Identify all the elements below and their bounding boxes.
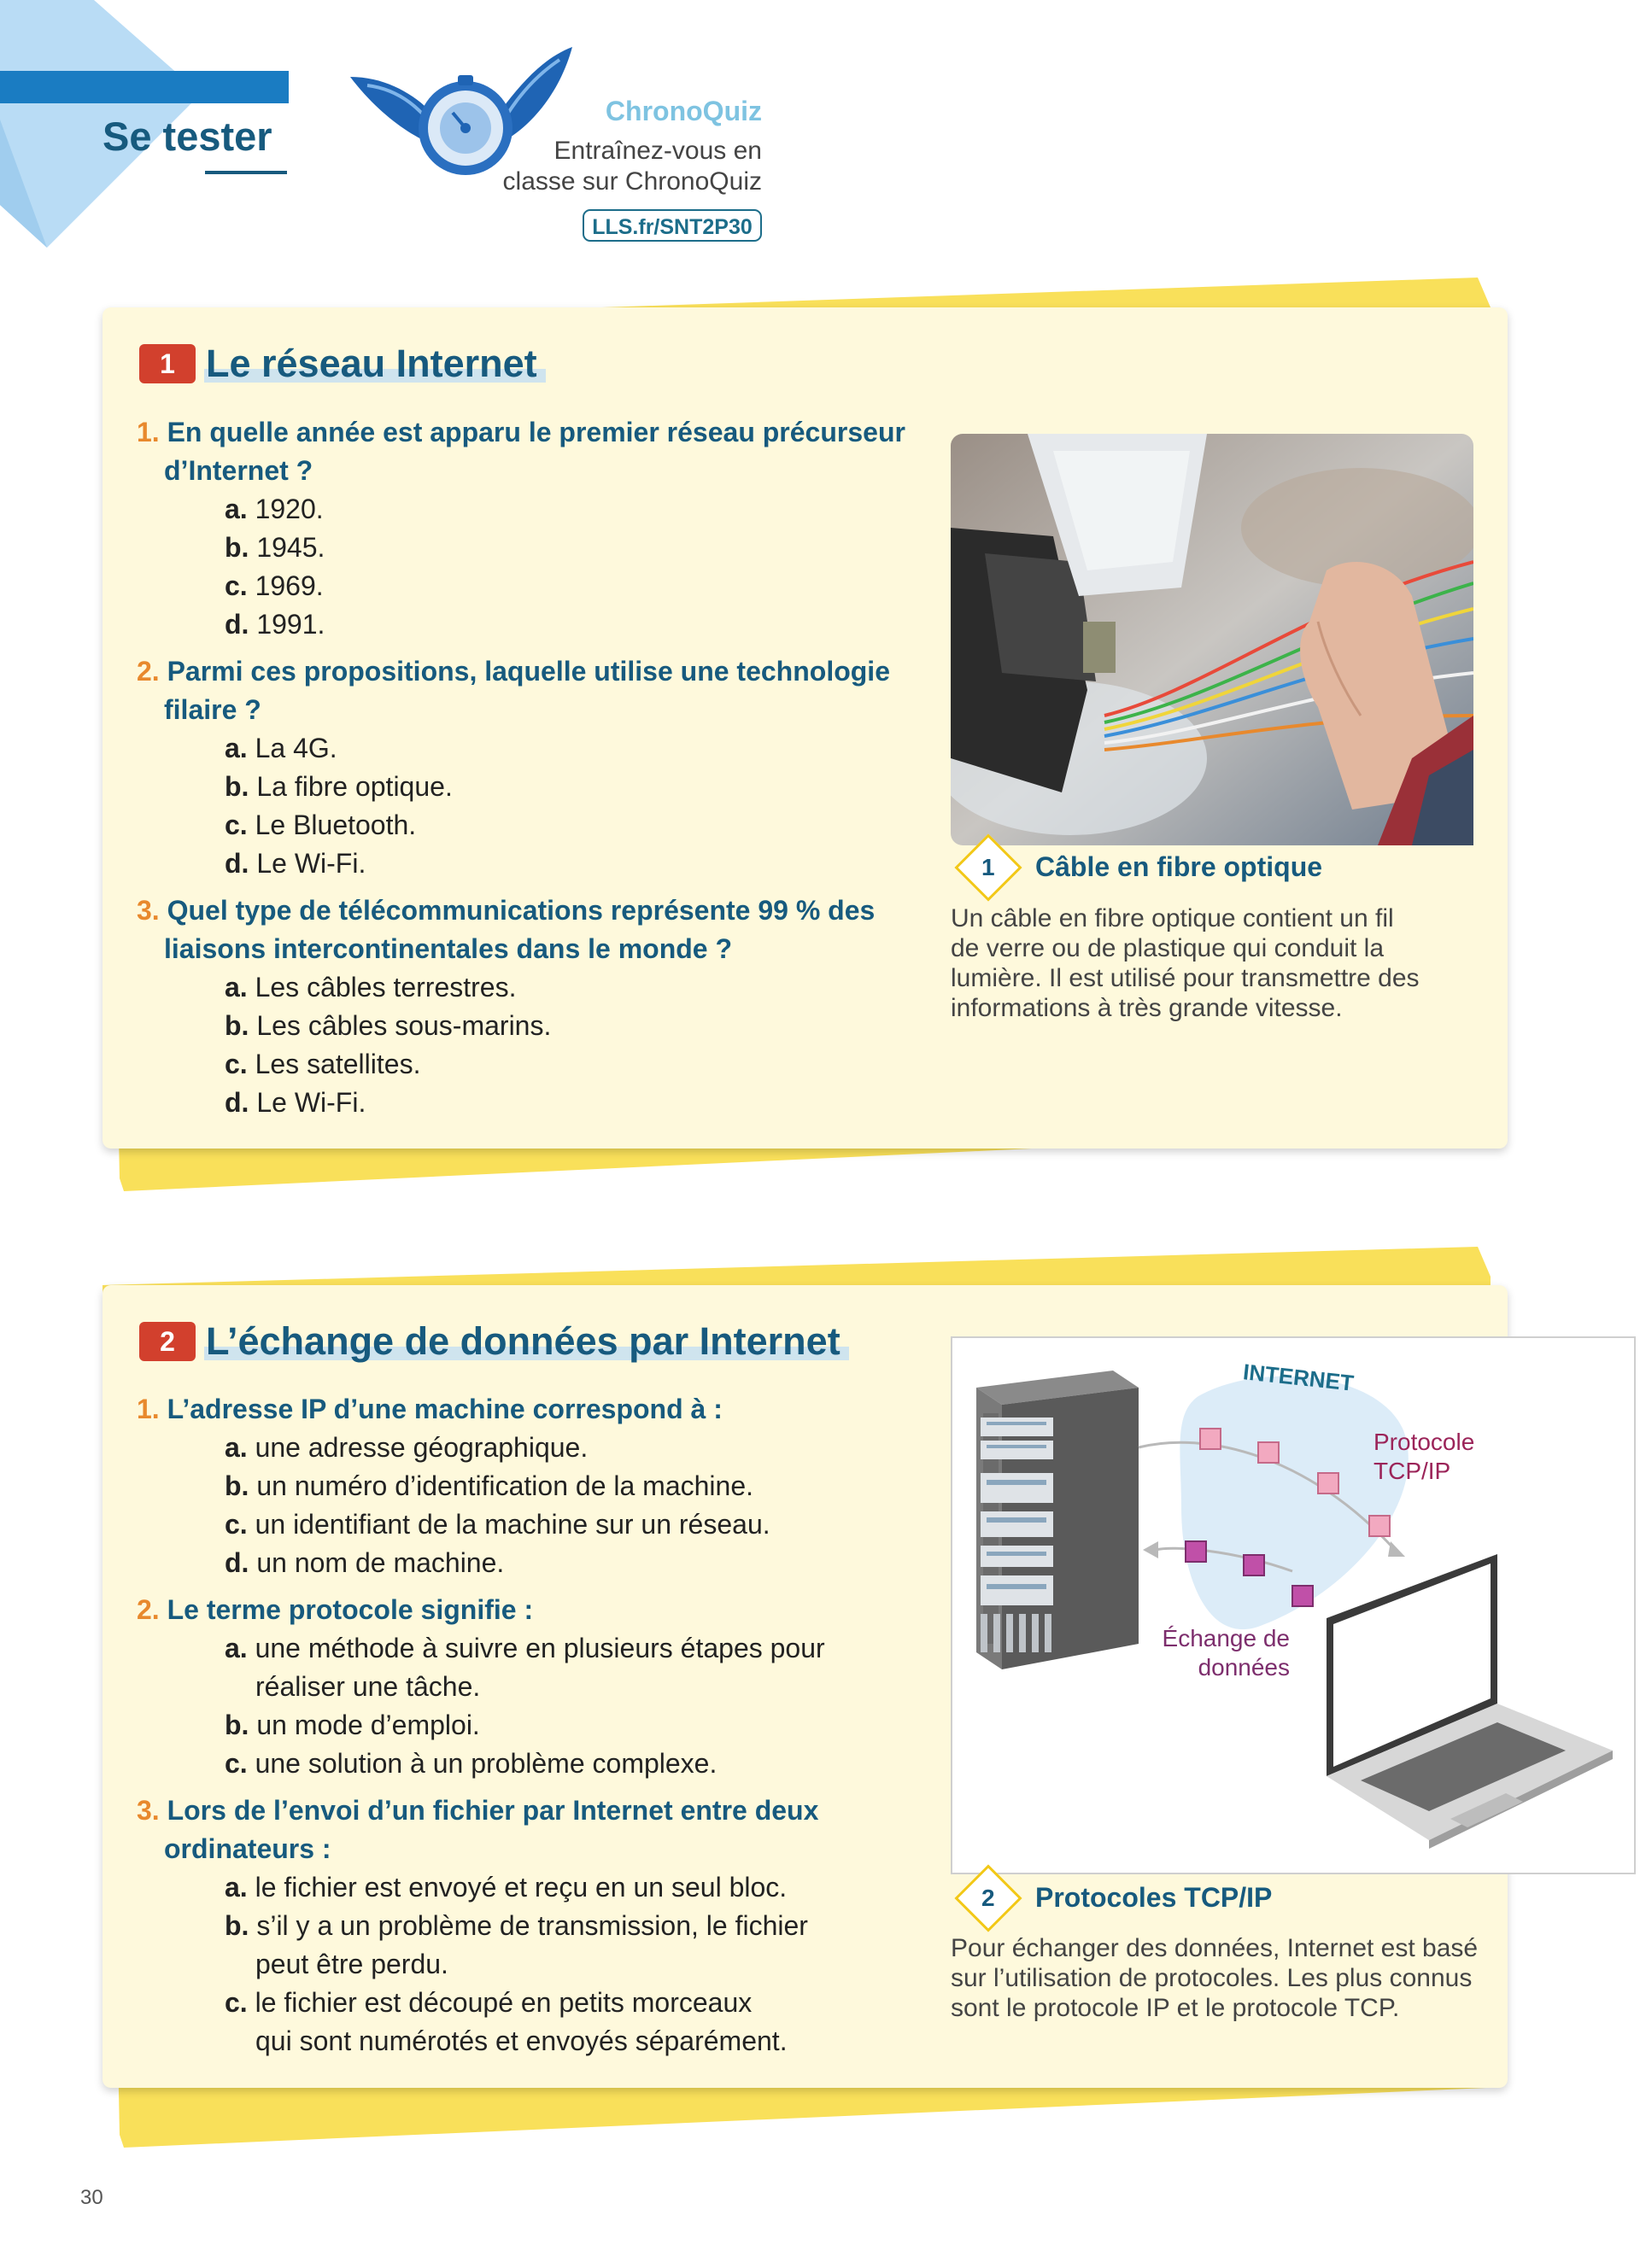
question-number: 1. bbox=[137, 1394, 160, 1424]
answer-option[interactable] bbox=[137, 1984, 957, 2060]
option-text: un numéro d’identification de la machine. bbox=[256, 1470, 754, 1501]
option-text: une adresse géographique. bbox=[255, 1432, 589, 1463]
section1-questions bbox=[137, 413, 948, 1122]
question bbox=[137, 413, 948, 490]
figure1-caption bbox=[951, 903, 1480, 1023]
answer-option[interactable] bbox=[137, 490, 948, 529]
question-text: En quelle année est apparu le premier réseau précurseur bbox=[167, 417, 905, 447]
section2-number-badge: 2 bbox=[139, 1322, 196, 1361]
figure-number: 1 bbox=[981, 853, 995, 880]
question-number: 2. bbox=[137, 656, 160, 687]
option-text: Les câbles sous-marins. bbox=[256, 1010, 552, 1041]
question-number: 1. bbox=[137, 417, 160, 447]
option-text: 1945. bbox=[256, 532, 325, 563]
option-letter: b. bbox=[225, 1710, 249, 1740]
option-text: La fibre optique. bbox=[256, 771, 453, 802]
option-text-cont: réaliser une tâche. bbox=[255, 1671, 481, 1702]
option-text: Le Wi-Fi. bbox=[256, 848, 366, 879]
option-letter: c. bbox=[225, 1049, 248, 1079]
option-text: 1969. bbox=[255, 570, 324, 601]
internet-label: INTERNET bbox=[1241, 1359, 1356, 1396]
exchange-label bbox=[1145, 1624, 1290, 1682]
option-text: s’il y a un problème de transmission, le fichier bbox=[256, 1910, 808, 1941]
option-text: Le Wi-Fi. bbox=[256, 1087, 366, 1118]
section2-title: L’échange de données par Internet bbox=[204, 1319, 849, 1364]
option-letter: b. bbox=[225, 771, 249, 802]
question-number: 2. bbox=[137, 1594, 160, 1625]
question-text-cont: filaire ? bbox=[164, 694, 261, 725]
section1-title: Le réseau Internet bbox=[204, 342, 546, 386]
title-underline bbox=[205, 171, 287, 174]
option-letter: d. bbox=[225, 1087, 249, 1118]
figure2-title: Protocoles TCP/IP bbox=[1035, 1882, 1273, 1913]
answer-option[interactable] bbox=[137, 1544, 957, 1582]
answer-option[interactable] bbox=[137, 1467, 957, 1505]
option-letter: b. bbox=[225, 1470, 249, 1501]
option-text: Les câbles terrestres. bbox=[255, 972, 517, 1002]
option-text: un identifiant de la machine sur un réseau. bbox=[255, 1509, 770, 1540]
answer-option[interactable] bbox=[137, 1745, 957, 1783]
option-letter: b. bbox=[225, 1910, 249, 1941]
answer-option[interactable] bbox=[137, 968, 948, 1007]
option-text: une solution à un problème complexe. bbox=[255, 1748, 718, 1779]
option-text: le fichier est envoyé et reçu en un seul bloc. bbox=[255, 1872, 788, 1903]
question bbox=[137, 1591, 957, 1629]
protocol-label-line: Protocole bbox=[1374, 1429, 1475, 1455]
answer-option[interactable] bbox=[137, 567, 948, 605]
chronoquiz-link[interactable]: LLS.fr/SNT2P30 bbox=[583, 209, 762, 242]
option-letter: c. bbox=[225, 810, 248, 840]
option-letter: a. bbox=[225, 733, 248, 763]
option-letter: c. bbox=[225, 1509, 248, 1540]
question-text-cont: liaisons intercontinentales dans le monde ? bbox=[164, 933, 733, 964]
answer-option[interactable] bbox=[137, 1629, 957, 1706]
tcpip-diagram bbox=[951, 1336, 1636, 1874]
option-letter: a. bbox=[225, 494, 248, 524]
option-text: une méthode à suivre en plusieurs étapes pour bbox=[255, 1633, 825, 1663]
answer-option[interactable] bbox=[137, 768, 948, 806]
answer-option[interactable] bbox=[137, 729, 948, 768]
option-letter: c. bbox=[225, 570, 248, 601]
option-text-cont: peut être perdu. bbox=[255, 1949, 448, 1979]
question bbox=[137, 1792, 957, 1868]
caption-line: sont le protocole IP et le protocole TCP. bbox=[951, 1994, 1400, 2022]
question-text: Lors de l’envoi d’un fichier par Internet entre deux bbox=[167, 1795, 819, 1826]
caption-line: Pour échanger des données, Internet est basé bbox=[951, 1934, 1479, 1962]
answer-option[interactable] bbox=[137, 1907, 957, 1984]
caption-line: lumière. Il est utilisé pour transmettre des bbox=[951, 964, 1420, 992]
data-packet bbox=[1369, 1516, 1390, 1536]
question-text-cont: ordinateurs : bbox=[164, 1833, 331, 1864]
laptop-icon bbox=[1327, 1554, 1613, 1849]
answer-option[interactable] bbox=[137, 605, 948, 644]
page-number: 30 bbox=[80, 2186, 103, 2209]
option-letter: d. bbox=[225, 848, 249, 879]
answer-option[interactable] bbox=[137, 1007, 948, 1045]
figure1-title: Câble en fibre optique bbox=[1035, 851, 1323, 882]
answer-option[interactable] bbox=[137, 1045, 948, 1084]
answer-option[interactable] bbox=[137, 845, 948, 883]
option-letter: b. bbox=[225, 532, 249, 563]
question bbox=[137, 652, 948, 729]
question-number: 3. bbox=[137, 1795, 160, 1826]
answer-option[interactable] bbox=[137, 806, 948, 845]
figure-number: 2 bbox=[981, 1884, 995, 1911]
exchange-label-line: Échange de bbox=[1162, 1625, 1290, 1651]
answer-option[interactable] bbox=[137, 1505, 957, 1544]
section2-header bbox=[139, 1319, 849, 1364]
answer-option[interactable] bbox=[137, 1429, 957, 1467]
option-letter: a. bbox=[225, 1872, 248, 1903]
option-letter: c. bbox=[225, 1987, 248, 2018]
page-title: Se tester bbox=[102, 114, 272, 159]
section2-questions bbox=[137, 1390, 957, 2060]
option-letter: d. bbox=[225, 609, 249, 640]
question bbox=[137, 891, 948, 968]
option-text: le fichier est découpé en petits morceaux bbox=[255, 1987, 753, 2018]
caption-line: de verre ou de plastique qui conduit la bbox=[951, 934, 1385, 962]
data-packet bbox=[1318, 1473, 1338, 1493]
question-number: 3. bbox=[137, 895, 160, 926]
caption-line: informations à très grande vitesse. bbox=[951, 994, 1343, 1022]
protocol-label-line: TCP/IP bbox=[1374, 1458, 1451, 1484]
arrow-head-icon bbox=[1143, 1541, 1158, 1558]
option-letter: c. bbox=[225, 1748, 248, 1779]
question-text-cont: d’Internet ? bbox=[164, 455, 313, 486]
data-packet bbox=[1258, 1442, 1279, 1463]
option-text: Le Bluetooth. bbox=[255, 810, 417, 840]
data-packet bbox=[1186, 1541, 1206, 1562]
section1-number-badge: 1 bbox=[139, 344, 196, 383]
option-letter: a. bbox=[225, 972, 248, 1002]
option-letter: a. bbox=[225, 1633, 248, 1663]
data-packet bbox=[1200, 1429, 1221, 1449]
protocol-label bbox=[1374, 1428, 1474, 1486]
data-packet bbox=[1244, 1555, 1264, 1575]
chronoquiz-name: ChronoQuiz bbox=[605, 96, 762, 126]
question bbox=[137, 1390, 957, 1429]
chronoquiz-description-line1: Entraînez-vous en bbox=[554, 137, 762, 165]
header-bar bbox=[0, 71, 289, 103]
question-text: Parmi ces propositions, laquelle utilise une technologie bbox=[167, 656, 890, 687]
data-packet bbox=[1292, 1586, 1313, 1606]
option-text: Les satellites. bbox=[255, 1049, 421, 1079]
question-text: Le terme protocole signifie : bbox=[167, 1594, 534, 1625]
question-text: L’adresse IP d’une machine correspond à : bbox=[167, 1394, 723, 1424]
exchange-label-line: données bbox=[1198, 1654, 1290, 1681]
option-text: La 4G. bbox=[255, 733, 337, 763]
figure2-caption bbox=[951, 1933, 1497, 2023]
option-letter: d. bbox=[225, 1547, 249, 1578]
chronoquiz-description-line2: classe sur ChronoQuiz bbox=[502, 167, 762, 196]
answer-option[interactable] bbox=[137, 1706, 957, 1745]
caption-line: Un câble en fibre optique contient un fil bbox=[951, 904, 1394, 932]
option-text-cont: qui sont numérotés et envoyés séparément. bbox=[255, 2025, 788, 2056]
server-rack-icon bbox=[976, 1371, 1139, 1669]
option-text: un mode d’emploi. bbox=[256, 1710, 480, 1740]
section1-header bbox=[139, 342, 546, 386]
option-text: un nom de machine. bbox=[256, 1547, 505, 1578]
answer-option[interactable] bbox=[137, 1084, 948, 1122]
option-letter: a. bbox=[225, 1432, 248, 1463]
caption-line: sur l’utilisation de protocoles. Les plus connus bbox=[951, 1964, 1473, 1992]
option-letter: b. bbox=[225, 1010, 249, 1041]
arrow-head-icon bbox=[1388, 1541, 1405, 1557]
answer-option[interactable] bbox=[137, 529, 948, 567]
question-text: Quel type de télécommunications représente 99 % des bbox=[167, 895, 876, 926]
answer-option[interactable] bbox=[137, 1868, 957, 1907]
fiber-optic-photo bbox=[951, 434, 1473, 845]
option-text: 1991. bbox=[256, 609, 325, 640]
option-text: 1920. bbox=[255, 494, 324, 524]
